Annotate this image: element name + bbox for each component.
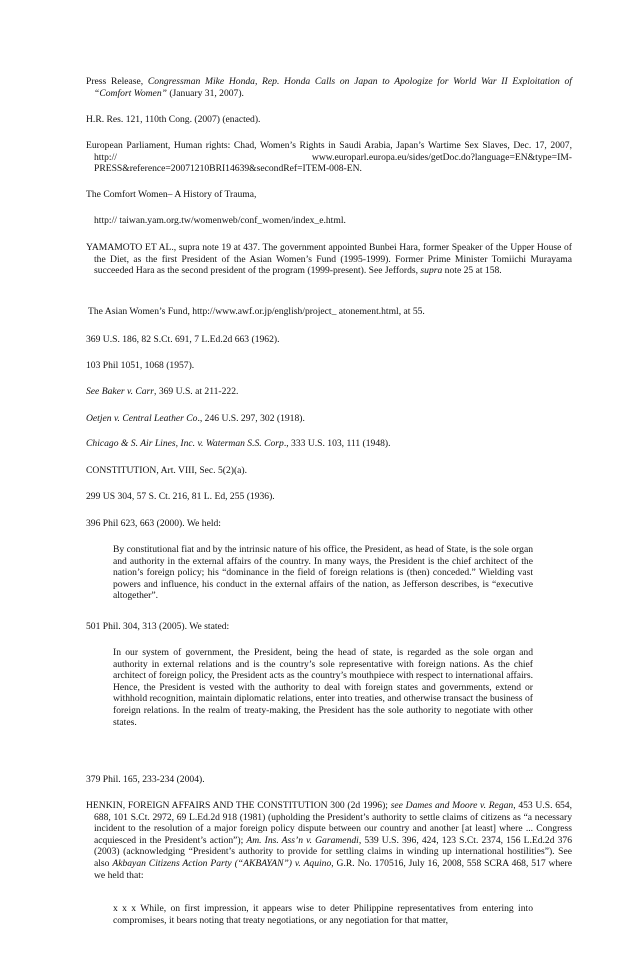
citation-italic: supra <box>420 265 443 277</box>
footnote-chicago-air <box>86 438 564 450</box>
footnote-299-us <box>86 491 564 503</box>
footnote-396-phil <box>86 518 564 530</box>
citation-text: 299 US 304, 57 S. Ct. 216, 81 L. Ed, 255 (1936). <box>86 491 275 502</box>
footnote-baker-cite <box>86 334 564 346</box>
citation-text: HENKIN, FOREIGN AFFAIRS AND THE CONSTITUTION 300 (2d 1996); <box>86 800 391 811</box>
citation-text: ., 246 U.S. 297, 302 (1918). <box>197 413 305 424</box>
citation-italic: Congressman Mike Honda, Rep. Honda Calls on Japan to Apologize for World War II Exploitation of “Comfort Women” <box>94 76 572 99</box>
footnote-379-phil <box>86 774 564 786</box>
citation-text: 379 Phil. 165, 233-234 (2004). <box>86 774 205 785</box>
footnote-hr-res <box>86 114 564 126</box>
citation-text: YAMAMOTO ET AL., supra note 19 at 437. The government appointed Bunbei Hara, former Speaker of the Upper House of the Diet, as the first President of the Asian Women’s Fund (1995-1999). Former Prime Minister Tomiichi Murayama succeeded Hara as the second president of the program (1999-present). See Jeffords, <box>86 242 572 277</box>
footnote-see-baker <box>86 386 564 398</box>
citation-text: 396 Phil 623, 663 (2000). We held: <box>86 518 221 529</box>
footnote-comfort-women-history <box>86 189 564 201</box>
citation-text: , 453 U.S. 654, 688, 101 S.Ct. 2972, 69 L.Ed.2d 918 (1981) (upholding the President’s authority to settle claims of citizens as “a necessary incident to the resolution of a major foreign policy dispute between our country and another [at least] where ... Congress acquiesced in the President’s action”); <box>94 800 572 846</box>
citation-text: ., 333 U.S. 103, 111 (1948). <box>283 438 391 449</box>
citation-text: , 539 U.S. 396, 424, 123 S.Ct. 2374, 156 L.Ed.2d 376 (2003) (acknowledging “President’s authority to provide for settling claims in winding up international hostilities”). See also <box>94 834 572 869</box>
citation-text: By constitutional fiat and by the intrinsic nature of his office, the President, as head of State, is the sole organ and authority in the external affairs of the country. In many ways, the President is the chief architect of the nation’s foreign policy; his “dominance in the field of foreign relations is (then) conceded.” Wielding vast powers and influence, his conduct in the external affairs of the nation, as Jefferson describes, is “executive altogether”. <box>113 544 533 602</box>
citation-text: Press Release, <box>86 76 148 87</box>
block-quote-negotiations <box>113 903 533 926</box>
citation-italic: Am. Ins. Ass’n v. Garamendi <box>246 834 359 846</box>
citation-italic: Akbayan Citizens Action Party (“AKBAYAN”) v. Aquino <box>112 857 332 869</box>
citation-text: 369 U.S. 186, 82 S.Ct. 691, 7 L.Ed.2d 663 (1962). <box>86 334 280 345</box>
footnote-press-release <box>86 76 572 99</box>
citation-text: (January 31, 2007). <box>166 87 244 99</box>
citation-text: , 369 U.S. at 211-222. <box>154 386 239 397</box>
citation-text: note 25 at 158. <box>442 265 502 277</box>
footnote-asian-womens-fund <box>88 306 566 318</box>
citation-text: The Asian Women’s Fund, http://www.awf.or.jp/english/project_ atonement.html, at 55. <box>88 306 425 317</box>
block-quote-president-foreign-policy <box>113 544 533 602</box>
footnote-phil-1051 <box>86 360 564 372</box>
citation-text: http:// taiwan.yam.org.tw/womenweb/conf_women/index_e.html. <box>94 215 346 226</box>
footnote-european-parliament <box>86 140 572 175</box>
citation-text: European Parliament, Human rights: Chad, Women’s Rights in Saudi Arabia, Japan’s Wartime Sex Slaves, Dec. 17, 2007, http:// www.europarl.europa.eu/sides/getDoc.do?language=EN&type=IM-PRESS&reference=20071210BRI14639&secondRef=ITEM-008-EN. <box>86 140 572 175</box>
citation-text: 501 Phil. 304, 313 (2005). We stated: <box>86 621 230 632</box>
citation-text: The Comfort Women– A History of Trauma, <box>86 189 257 200</box>
citation-text: , G.R. No. 170516, July 16, 2008, 558 SCRA 468, 517 where we held that: <box>94 857 572 881</box>
citation-italic: Chicago & S. Air Lines, Inc. v. Waterman S.S. Corp <box>86 438 284 449</box>
citation-text: In our system of government, the President, being the head of state, is regarded as the sole organ and authority in external relations and is the country’s sole representative with foreign nations. As the chief architect of foreign policy, the President acts as the country’s mouthpiece with respect to international affairs. Hence, the President is vested with the authority to deal with foreign states and governments, extend or withhold recognition, maintain diplomatic relations, enter into treaties, and otherwise transact the business of foreign relations. In the realm of treaty-making, the President has the sole authority to negotiate with other states. <box>113 647 533 728</box>
citation-italic: Oetjen v. Central Leather Co <box>86 413 198 424</box>
citation-text: CONSTITUTION, Art. VIII, Sec. 5(2)(a). <box>86 465 248 476</box>
citation-text: 103 Phil 1051, 1068 (1957). <box>86 360 195 371</box>
citation-text: H.R. Res. 121, 110th Cong. (2007) (enacted). <box>86 114 261 125</box>
citation-italic: see Dames and Moore v. Regan <box>390 800 514 811</box>
footnote-constitution <box>86 465 564 477</box>
footnote-henkin <box>86 800 572 881</box>
footnote-taiwan-url <box>94 215 572 227</box>
footnote-501-phil <box>86 621 564 633</box>
citation-text: x x x While, on first impression, it appears wise to deter Philippine representatives from entering into compromises, it bears noting that treaty negotiations, or any negotiation for that matter, <box>113 903 533 926</box>
footnote-yamamoto <box>86 242 572 277</box>
citation-italic: See Baker v. Carr <box>86 386 155 397</box>
footnote-oetjen <box>86 413 564 425</box>
block-quote-sole-organ <box>113 647 533 728</box>
